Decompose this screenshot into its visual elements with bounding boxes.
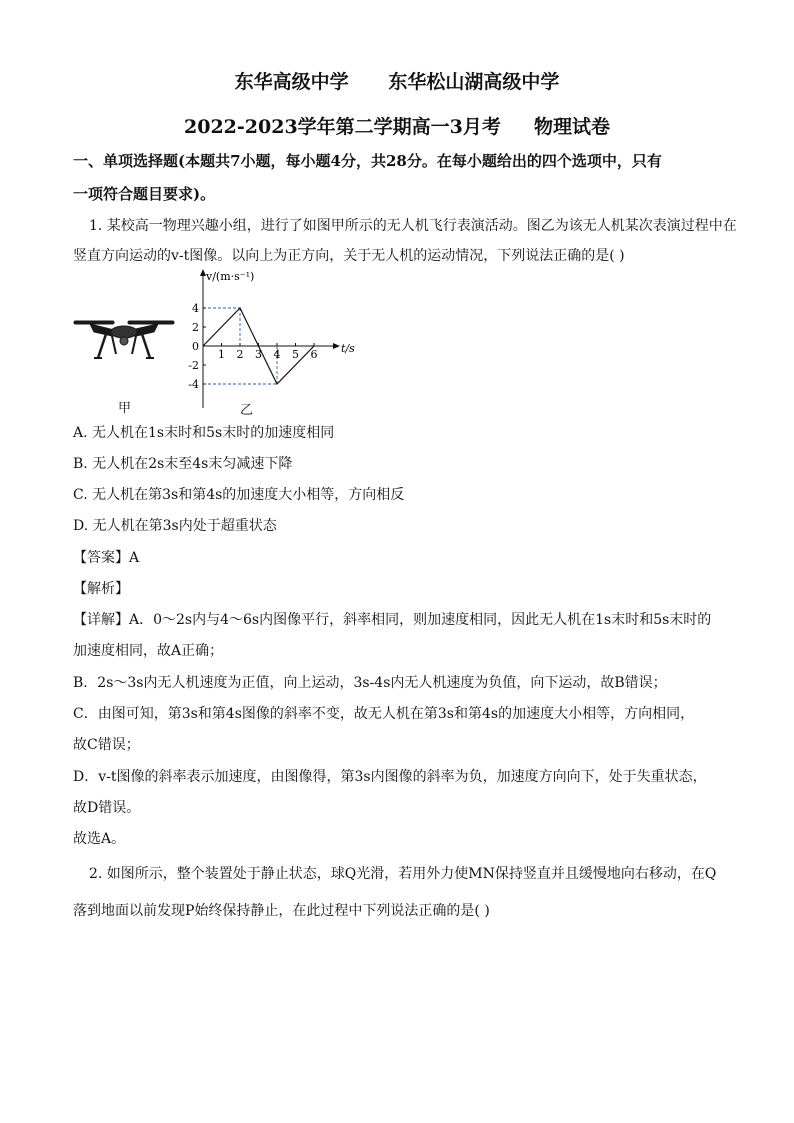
section-heading-line2: 一项符合题目要求)。	[73, 185, 216, 203]
q1-figure	[66, 266, 366, 416]
q1-stem-line2: 竖直方向运动的v-t图像。以向上为正方向，关于无人机的运动情况，下列说法正确的是( )	[73, 248, 625, 264]
option-a: A. 无人机在1s末时和5s末时的加速度相同	[73, 425, 335, 441]
x-tick-label: 1	[218, 348, 225, 361]
y-tick-label: 4	[192, 302, 199, 315]
figure-label-b: 乙	[240, 403, 254, 418]
section-heading-line1: 一、单项选择题(本题共7小题，每小题4分，共28分。在每小题给出的四个选项中，只有	[73, 152, 662, 170]
x-tick-label: 6	[310, 348, 318, 361]
exam-title: 2022-2023学年第二学期高一3月考 物理试卷	[184, 116, 610, 138]
detail-line: 故C错误；	[73, 737, 140, 753]
x-tick-label: 2	[236, 348, 244, 361]
detail-line: C．由图可知，第3s和第4s图像的斜率不变，故无人机在第3s和第4s的加速度大小相等，方向相同，	[73, 706, 695, 722]
option-b: B. 无人机在2s末至4s末匀减速下降	[73, 456, 293, 472]
y-axis-label: v/(m·s⁻¹)	[206, 270, 255, 283]
school-title: 东华高级中学 东华松山湖高级中学	[234, 71, 560, 93]
detail-line: 加速度相同，故A正确；	[73, 643, 224, 659]
q2-stem-line1: 2. 如图所示，整个装置处于静止状态，球Q光滑，若用外力使MN保持竖直并且缓慢地向右移动，在Q	[89, 866, 717, 882]
answer: 【答案】A	[73, 550, 140, 566]
detail-line: 故D错误。	[73, 800, 141, 816]
option-d: D. 无人机在第3s内处于超重状态	[73, 518, 277, 534]
q2-stem-line2: 落到地面以前发现P始终保持静止，在此过程中下列说法正确的是( )	[73, 903, 490, 919]
option-c: C. 无人机在第3s和第4s的加速度大小相等，方向相反	[73, 487, 405, 503]
x-tick-label: 5	[292, 348, 299, 361]
y-tick-label: 0	[192, 340, 199, 353]
y-tick-label: -4	[188, 378, 199, 391]
x-tick-label: 4	[273, 348, 281, 361]
vt-graph	[188, 269, 355, 408]
detail-line: D．v-t图像的斜率表示加速度，由图像得，第3s内图像的斜率为负，加速度方向向下，处于失重状态，	[73, 769, 707, 785]
drone-image	[74, 321, 174, 358]
figure-label-a: 甲	[118, 401, 132, 416]
detail-line: B．2s～3s内无人机速度为正值，向上运动，3s-4s内无人机速度为负值，向下运动，故B错误；	[73, 675, 667, 691]
x-tick-label: 3	[255, 348, 262, 361]
detail-line: 故选A。	[73, 831, 126, 847]
x-axis-label: t/s	[341, 342, 355, 355]
q1-stem-line1: 1. 某校高一物理兴趣小组，进行了如图甲所示的无人机飞行表演活动。图乙为该无人机某次表演过程中在	[89, 218, 737, 234]
x-axis-arrow	[333, 343, 340, 349]
y-tick-label: 2	[192, 321, 199, 334]
y-tick-label: -2	[188, 359, 199, 372]
detail-line: 【详解】A．0～2s内与4～6s内图像平行，斜率相同，则加速度相同，因此无人机在1s末时和5s末时的	[73, 612, 712, 628]
analysis-label: 【解析】	[73, 581, 129, 597]
